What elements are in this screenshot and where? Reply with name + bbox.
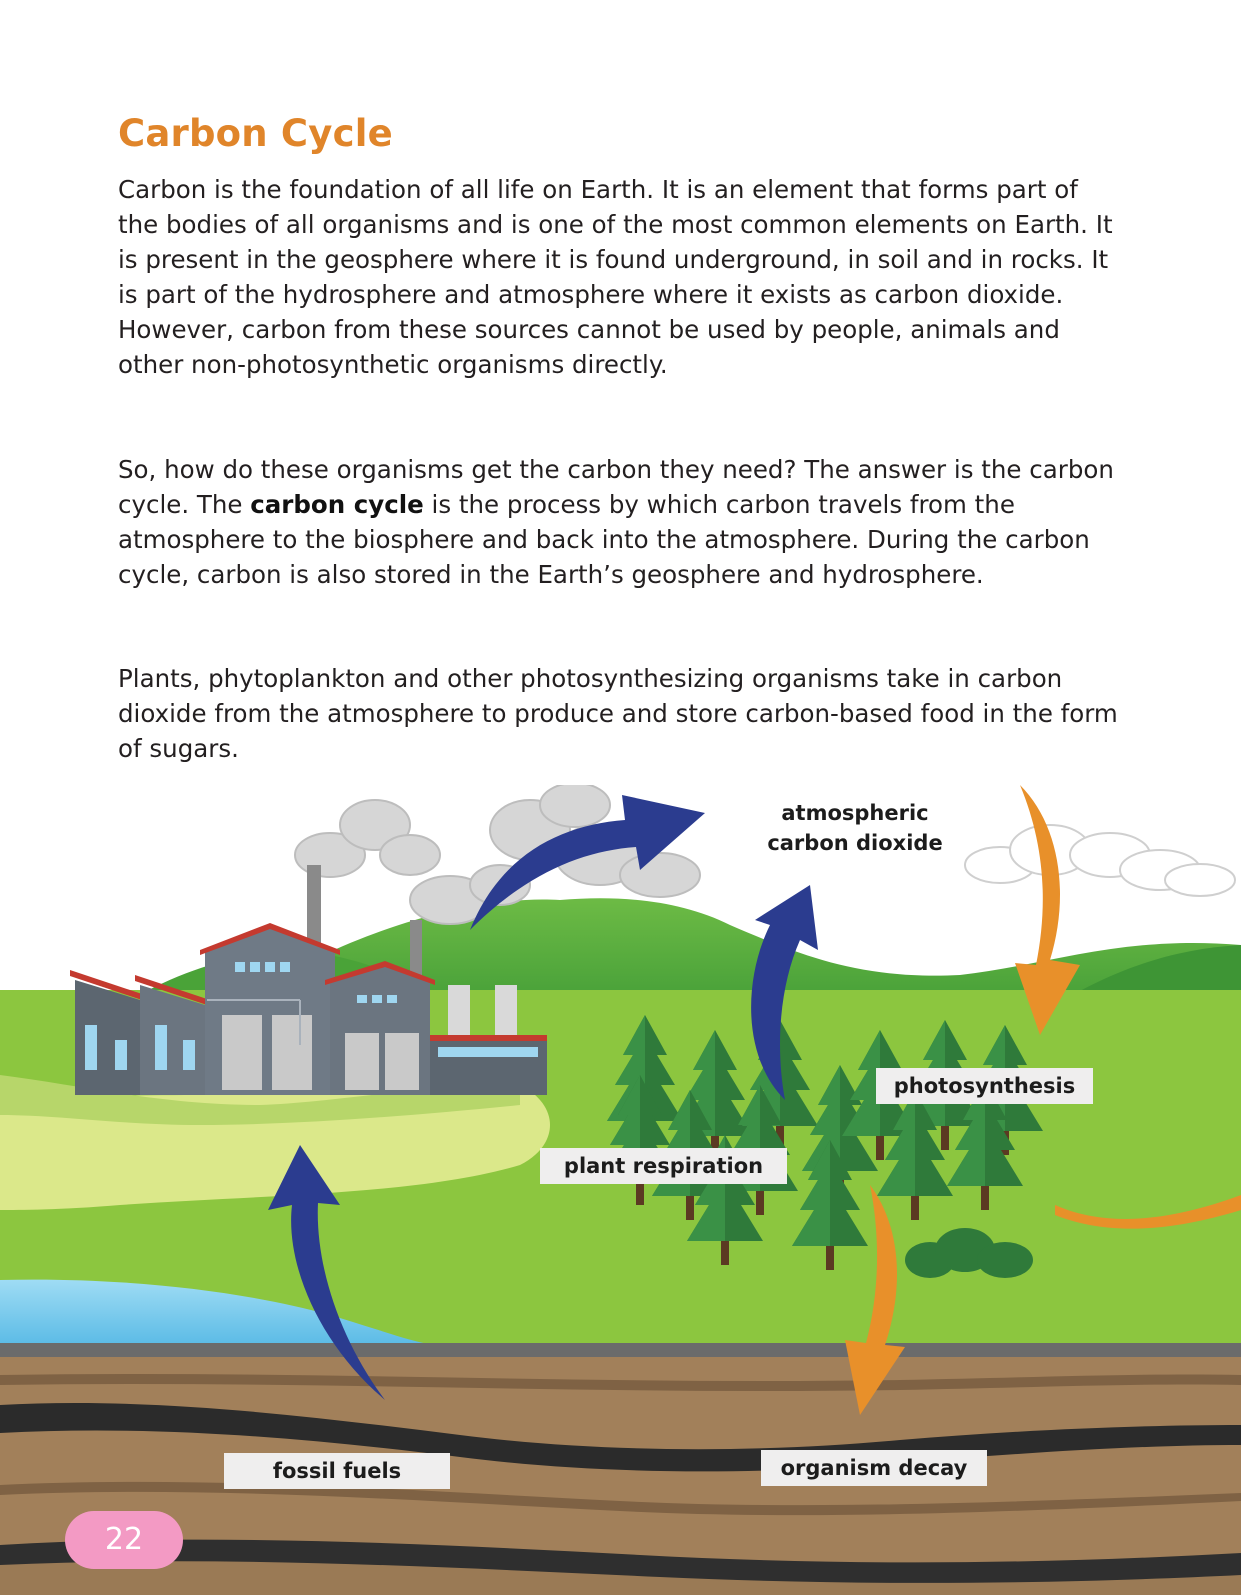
sky-cloud [965, 825, 1235, 896]
carbon-cycle-illustration [0, 785, 1241, 1595]
fossil-fuels-label: fossil fuels [224, 1453, 450, 1489]
plant-respiration-label: plant respiration [540, 1148, 787, 1184]
intro-paragraph: Carbon is the foundation of all life on Earth. It is an element that forms part of the bodies of all organisms and is one of the most common elements on Earth. It is present in the geosphere where it is found underground, in soil and in rocks. It is part of the hydrosphere and atmosphere where it exists as carbon dioxide. However, carbon from these sources cannot be used by people, animals and other non-photosynthetic organisms directly. [118, 175, 1113, 379]
para2-text-start: So, how do these organisms get the carbon they need? The answer is the carbon cycle. The [118, 455, 1114, 519]
carbon-cycle-paragraph [118, 452, 1118, 592]
soil-top [0, 1343, 1241, 1359]
carbon-cycle-term: carbon cycle [250, 490, 424, 519]
atmospheric-label-line1: atmospheric [781, 801, 929, 825]
page-number-badge: 22 [65, 1511, 183, 1569]
page-title: Carbon Cycle [118, 112, 393, 155]
photosynthesis-paragraph: Plants, phytoplankton and other photosynthesizing organisms take in carbon dioxide from the atmosphere to produce and store carbon-based food in the form of sugars. [118, 664, 1118, 763]
para2-text-end: is the process by which carbon travels from the atmosphere to the biosphere and back into the atmosphere. During the carbon cycle, carbon is also stored in the Earth’s geosphere and hydrosphere. [118, 490, 1090, 589]
photosynthesis-label: photosynthesis [876, 1068, 1093, 1104]
atmospheric-co2-label [755, 798, 955, 858]
atmospheric-label-line2: carbon dioxide [767, 831, 943, 855]
organism-decay-label: organism decay [761, 1450, 987, 1486]
